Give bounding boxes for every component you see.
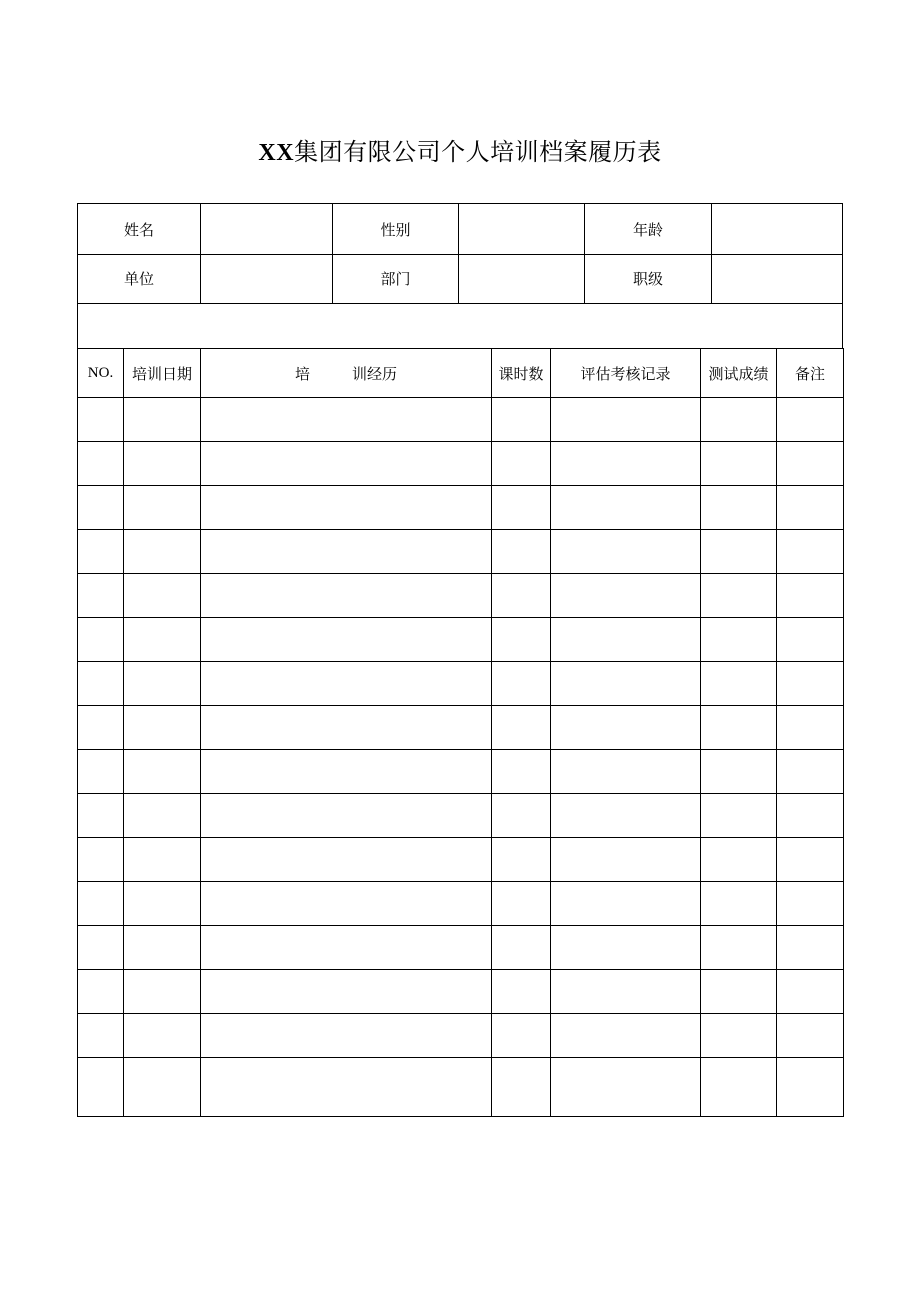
table-row [78, 1014, 844, 1058]
cell-training-date[interactable] [124, 442, 201, 486]
table-row [78, 486, 844, 530]
page-title [0, 132, 920, 172]
cell-no[interactable] [78, 442, 124, 486]
cell-training-date[interactable] [124, 706, 201, 750]
cell-evaluation[interactable] [551, 398, 701, 442]
gender-label: 性别 [333, 204, 459, 254]
cell-training-history[interactable] [201, 574, 492, 618]
cell-no[interactable] [78, 662, 124, 706]
table-row [78, 574, 844, 618]
cell-hours[interactable] [492, 530, 551, 574]
gender-field[interactable] [459, 204, 585, 254]
cell-score[interactable] [701, 574, 777, 618]
cell-hours[interactable] [492, 794, 551, 838]
header-history-right: 训经历 [352, 364, 398, 383]
cell-training-history[interactable] [201, 486, 492, 530]
cell-hours[interactable] [492, 662, 551, 706]
header-history-left: 培 [294, 364, 310, 383]
title-prefix: XX [258, 140, 295, 166]
cell-hours[interactable] [492, 398, 551, 442]
cell-hours[interactable] [492, 1014, 551, 1058]
cell-remarks[interactable] [777, 882, 844, 926]
cell-training-date[interactable] [124, 618, 201, 662]
header-remarks: 备注 [777, 349, 844, 398]
cell-training-history[interactable] [201, 882, 492, 926]
cell-score[interactable] [701, 970, 777, 1014]
cell-training-history[interactable] [201, 618, 492, 662]
cell-training-date[interactable] [124, 794, 201, 838]
table-row [78, 970, 844, 1014]
cell-training-history[interactable] [201, 926, 492, 970]
department-field[interactable] [459, 254, 585, 303]
cell-hours[interactable] [492, 838, 551, 882]
cell-score[interactable] [701, 794, 777, 838]
name-field[interactable] [201, 204, 333, 254]
unit-label: 单位 [78, 254, 201, 303]
cell-no[interactable] [78, 750, 124, 794]
header-evaluation: 评估考核记录 [551, 349, 701, 398]
cell-no[interactable] [78, 706, 124, 750]
info-row [78, 254, 842, 304]
cell-no[interactable] [78, 926, 124, 970]
cell-hours[interactable] [492, 442, 551, 486]
cell-evaluation[interactable] [551, 750, 701, 794]
cell-remarks[interactable] [777, 794, 844, 838]
cell-hours[interactable] [492, 618, 551, 662]
cell-training-history[interactable] [201, 398, 492, 442]
cell-no[interactable] [78, 618, 124, 662]
cell-remarks[interactable] [777, 486, 844, 530]
cell-score[interactable] [701, 750, 777, 794]
cell-training-date[interactable] [124, 838, 201, 882]
cell-training-history[interactable] [201, 530, 492, 574]
cell-remarks[interactable] [777, 618, 844, 662]
cell-training-date[interactable] [124, 662, 201, 706]
cell-remarks[interactable] [777, 838, 844, 882]
cell-no[interactable] [78, 486, 124, 530]
cell-hours[interactable] [492, 574, 551, 618]
cell-score[interactable] [701, 1058, 777, 1117]
cell-evaluation[interactable] [551, 838, 701, 882]
cell-no[interactable] [78, 530, 124, 574]
cell-evaluation[interactable] [551, 926, 701, 970]
cell-no[interactable] [78, 970, 124, 1014]
cell-score[interactable] [701, 662, 777, 706]
cell-training-history[interactable] [201, 1058, 492, 1117]
unit-field[interactable] [201, 254, 333, 303]
cell-training-history[interactable] [201, 794, 492, 838]
cell-hours[interactable] [492, 486, 551, 530]
cell-evaluation[interactable] [551, 530, 701, 574]
cell-hours[interactable] [492, 706, 551, 750]
cell-no[interactable] [78, 574, 124, 618]
personal-info-table [77, 203, 843, 349]
table-row [78, 618, 844, 662]
cell-no[interactable] [78, 1014, 124, 1058]
cell-score[interactable] [701, 926, 777, 970]
cell-remarks[interactable] [777, 662, 844, 706]
cell-no[interactable] [78, 1058, 124, 1117]
cell-remarks[interactable] [777, 750, 844, 794]
rank-field[interactable] [712, 254, 842, 303]
cell-evaluation[interactable] [551, 574, 701, 618]
cell-hours[interactable] [492, 882, 551, 926]
header-no: NO. [78, 349, 124, 398]
table-row [78, 1058, 844, 1117]
info-row [78, 204, 842, 255]
cell-remarks[interactable] [777, 574, 844, 618]
cell-evaluation[interactable] [551, 662, 701, 706]
cell-evaluation[interactable] [551, 794, 701, 838]
cell-score[interactable] [701, 882, 777, 926]
cell-training-date[interactable] [124, 486, 201, 530]
table-row [78, 926, 844, 970]
cell-training-date[interactable] [124, 530, 201, 574]
cell-remarks[interactable] [777, 398, 844, 442]
table-row [78, 398, 844, 442]
table-row [78, 530, 844, 574]
cell-score[interactable] [701, 706, 777, 750]
header-score: 测试成绩 [701, 349, 777, 398]
cell-evaluation[interactable] [551, 442, 701, 486]
cell-no[interactable] [78, 838, 124, 882]
table-row [78, 882, 844, 926]
rank-label: 职级 [585, 254, 712, 303]
cell-evaluation[interactable] [551, 486, 701, 530]
header-training-date: 培训日期 [124, 349, 201, 398]
cell-hours[interactable] [492, 926, 551, 970]
cell-remarks[interactable] [777, 1058, 844, 1117]
age-label: 年龄 [585, 204, 712, 254]
cell-remarks[interactable] [777, 442, 844, 486]
table-row [78, 794, 844, 838]
cell-score[interactable] [701, 486, 777, 530]
cell-training-date[interactable] [124, 1058, 201, 1117]
cell-remarks[interactable] [777, 926, 844, 970]
cell-remarks[interactable] [777, 970, 844, 1014]
cell-score[interactable] [701, 530, 777, 574]
department-label: 部门 [333, 254, 459, 303]
cell-hours[interactable] [492, 750, 551, 794]
cell-training-date[interactable] [124, 750, 201, 794]
cell-score[interactable] [701, 618, 777, 662]
cell-hours[interactable] [492, 970, 551, 1014]
cell-score[interactable] [701, 838, 777, 882]
cell-remarks[interactable] [777, 530, 844, 574]
table-row [78, 706, 844, 750]
cell-training-date[interactable] [124, 926, 201, 970]
age-field[interactable] [712, 204, 842, 254]
cell-training-date[interactable] [124, 574, 201, 618]
cell-evaluation[interactable] [551, 882, 701, 926]
table-row [78, 442, 844, 486]
cell-evaluation[interactable] [551, 1058, 701, 1117]
cell-training-history[interactable] [201, 1014, 492, 1058]
table-row [78, 750, 844, 794]
cell-training-date[interactable] [124, 882, 201, 926]
cell-training-history[interactable] [201, 750, 492, 794]
title-main: 集团有限公司个人培训档案履历表 [294, 138, 662, 166]
cell-training-date[interactable] [124, 398, 201, 442]
name-label: 姓名 [78, 204, 201, 254]
cell-training-date[interactable] [124, 1014, 201, 1058]
cell-remarks[interactable] [777, 706, 844, 750]
cell-evaluation[interactable] [551, 970, 701, 1014]
cell-evaluation[interactable] [551, 618, 701, 662]
cell-no[interactable] [78, 794, 124, 838]
header-training-history [201, 349, 492, 398]
cell-training-history[interactable] [201, 662, 492, 706]
cell-no[interactable] [78, 882, 124, 926]
table-row [78, 838, 844, 882]
cell-remarks[interactable] [777, 1014, 844, 1058]
table-row [78, 662, 844, 706]
cell-score[interactable] [701, 398, 777, 442]
cell-evaluation[interactable] [551, 706, 701, 750]
cell-training-history[interactable] [201, 442, 492, 486]
cell-training-history[interactable] [201, 838, 492, 882]
cell-score[interactable] [701, 442, 777, 486]
cell-training-history[interactable] [201, 970, 492, 1014]
cell-no[interactable] [78, 398, 124, 442]
cell-training-history[interactable] [201, 706, 492, 750]
cell-score[interactable] [701, 1014, 777, 1058]
cell-evaluation[interactable] [551, 1014, 701, 1058]
table-header-row [78, 349, 844, 398]
training-records-table [77, 348, 844, 1117]
cell-training-date[interactable] [124, 970, 201, 1014]
header-hours: 课时数 [492, 349, 551, 398]
cell-hours[interactable] [492, 1058, 551, 1117]
